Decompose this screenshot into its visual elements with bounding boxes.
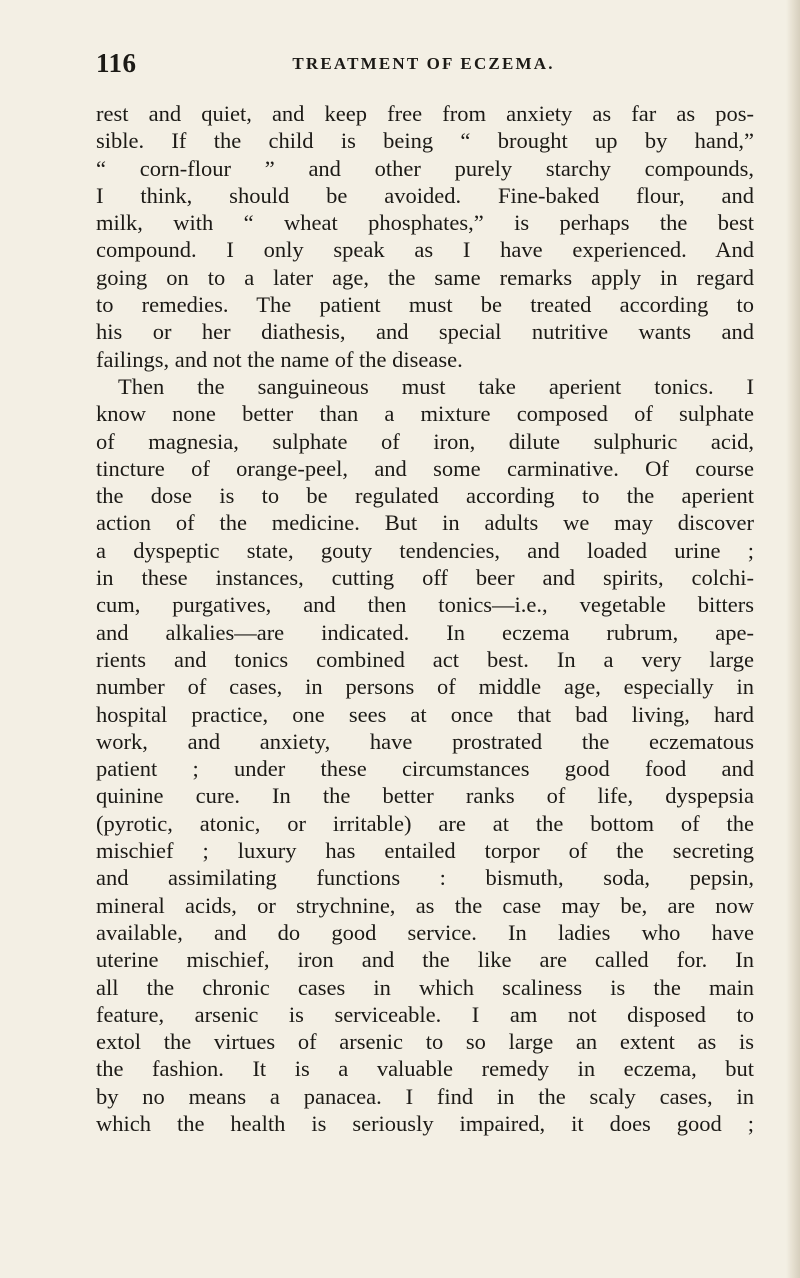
text-line: hospital practice, one sees at once that bad living, hard [96,701,754,727]
text-line: rients and tonics combined act best. In a very large [96,646,754,672]
text-line: milk, with “ wheat phosphates,” is perhaps the best [96,210,754,236]
text-line: action of the medicine. But in adults we may discover [96,510,754,536]
text-line: of magnesia, sulphate of iron, dilute sulphuric acid, [96,428,754,454]
text-line: going on to a later age, the same remarks apply in regard [96,264,754,290]
text-line: all the chronic cases in which scaliness is the main [96,974,754,1000]
text-line: available, and do good service. In ladies who have [96,919,754,945]
text-line: feature, arsenic is serviceable. I am not disposed to [96,1001,754,1027]
text-line: which the health is seriously impaired, it does good ; [96,1110,754,1136]
text-line: and alkalies—are indicated. In eczema rubrum, ape- [96,619,754,645]
text-line: in these instances, cutting off beer and spirits, colchi- [96,565,754,591]
running-head: TREATMENT OF ECZEMA. [292,54,555,73]
body-text [96,100,754,1137]
text-line: tincture of orange-peel, and some carminative. Of course [96,455,754,481]
text-line: by no means a panacea. I find in the scaly cases, in [96,1083,754,1109]
text-line: uterine mischief, iron and the like are called for. In [96,947,754,973]
text-line: mischief ; luxury has entailed torpor of the secreting [96,838,754,864]
text-line: and assimilating functions : bismuth, soda, pepsin, [96,865,754,891]
text-line: patient ; under these circumstances good food and [96,756,754,782]
text-line: quinine cure. In the better ranks of life, dyspepsia [96,783,754,809]
text-line: I think, should be avoided. Fine-baked flour, and [96,182,754,208]
text-line: sible. If the child is being “ brought up by hand,” [96,128,754,154]
text-line: the dose is to be regulated according to the aperient [96,483,754,509]
text-line: rest and quiet, and keep free from anxiety as far as pos- [96,101,754,126]
text-line: a dyspeptic state, gouty tendencies, and loaded urine ; [96,537,754,563]
text-line: number of cases, in persons of middle age, especially in [96,674,754,700]
text-line: to remedies. The patient must be treated according to [96,292,754,318]
text-line: know none better than a mixture composed of sulphate [96,401,754,427]
text-line: compound. I only speak as I have experienced. And [96,237,754,263]
text-line: (pyrotic, atonic, or irritable) are at the bottom of the [96,810,754,836]
text-line: mineral acids, or strychnine, as the case may be, are now [96,892,754,918]
text-line: work, and anxiety, have prostrated the eczematous [96,728,754,754]
page-header [96,48,751,84]
text-line: extol the virtues of arsenic to so large an extent as is [96,1029,754,1055]
page-number: 116 [96,48,137,78]
page-edge-shadow [786,0,800,1278]
text-line: Then the sanguineous must take aperient tonics. I [118,373,754,399]
text-line: cum, purgatives, and then tonics—i.e., vegetable bitters [96,592,754,618]
text-line: his or her diathesis, and special nutritive wants and [96,319,754,345]
text-line: “ corn-flour ” and other purely starchy compounds, [96,155,754,181]
text-line: the fashion. It is a valuable remedy in eczema, but [96,1056,754,1082]
text-line: failings, and not the name of the disease. [96,346,463,372]
